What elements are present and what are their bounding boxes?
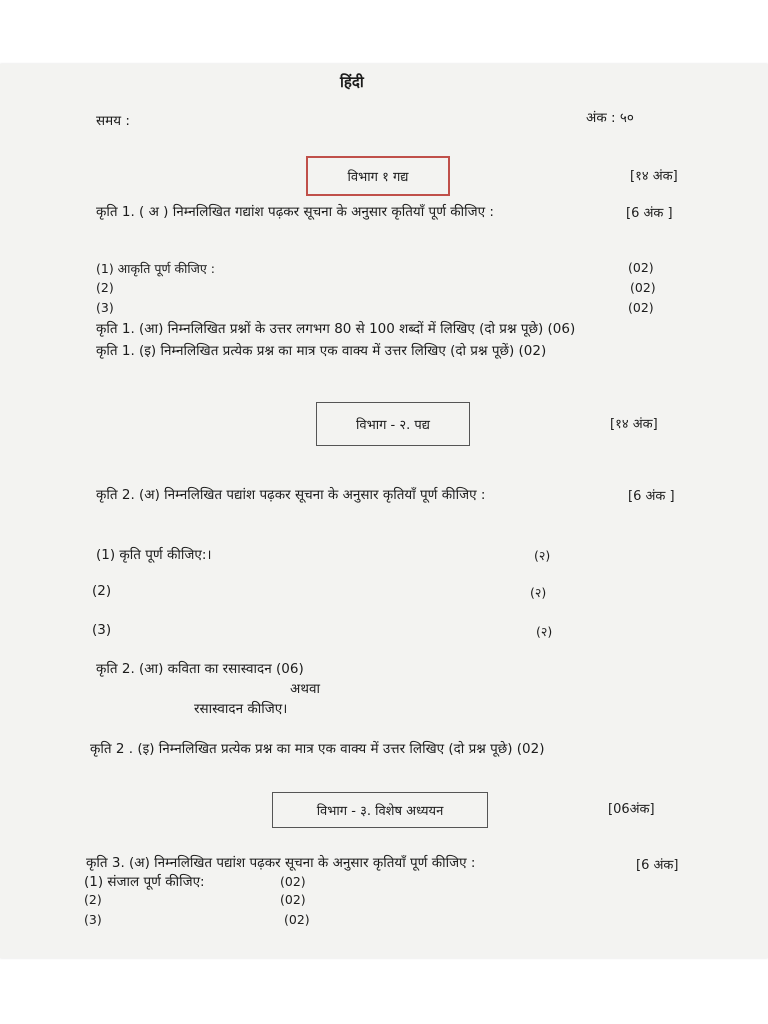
section1-marks: [१४ अंक] [630, 169, 678, 184]
q2a-marks: [6 अंक ] [628, 489, 675, 504]
s3-item-1-label: (1) संजाल पूर्ण कीजिए: [84, 874, 205, 890]
q2b-text: कृति 2. (आ) कविता का रसास्वादन (06) [96, 661, 304, 677]
s1-item-3-marks: (02) [628, 300, 654, 315]
section1-title: विभाग १ गद्य [347, 170, 409, 185]
q2b-or: अथवा [290, 681, 320, 697]
q3a-marks: [6 अंक] [636, 858, 679, 873]
q1a-text: कृति 1. ( अ ) निम्नलिखित गद्यांश पढ़कर सूचना के अनुसार कृतियाँ पूर्ण कीजिए : [96, 204, 494, 220]
s2-item-3-marks: (२) [536, 624, 553, 639]
q2c-text: कृति 2 . (इ) निम्नलिखित प्रत्येक प्रश्न का मात्र एक वाक्य में उत्तर लिखिए (दो प्रश्न पूछे) (02) [90, 741, 545, 757]
q2a-text: कृति 2. (अ) निम्नलिखित पद्यांश पढ़कर सूचना के अनुसार कृतियाँ पूर्ण कीजिए : [96, 487, 486, 503]
section2-title: विभाग - २. पद्य [356, 418, 430, 433]
s3-item-3-label: (3) [84, 912, 102, 927]
section2-marks: [१४ अंक] [610, 417, 658, 432]
section1-heading-box [306, 156, 450, 196]
s1-item-2-label: (2) [96, 280, 114, 295]
s1-item-1-label: (1) आकृति पूर्ण कीजिए : [96, 261, 215, 276]
total-marks: अंक : ५० [586, 110, 634, 126]
s2-item-2-label: (2) [92, 583, 112, 599]
s2-item-3-label: (3) [92, 622, 112, 638]
s3-item-2-label: (2) [84, 892, 102, 907]
q2b-alt: रसास्वादन कीजिए। [194, 701, 288, 717]
subject-title: हिंदी [340, 73, 364, 91]
s1-item-1-marks: (02) [628, 260, 654, 275]
section3-heading-box [272, 792, 488, 828]
section3-marks: [06अंक] [608, 802, 655, 817]
section3-title: विभाग - ३. विशेष अध्ययन [316, 804, 444, 819]
q1b-text: कृति 1. (आ) निम्नलिखित प्रश्नों के उत्तर लगभग 80 से 100 शब्दों में लिखिए (दो प्रश्न पूछे) (06) [96, 321, 576, 337]
s3-item-2-marks: (02) [280, 892, 306, 907]
section2-heading-box [316, 402, 470, 446]
s1-item-3-label: (3) [96, 300, 114, 315]
q3a-text: कृति 3. (अ) निम्नलिखित पद्यांश पढ़कर सूचना के अनुसार कृतियाँ पूर्ण कीजिए : [86, 855, 476, 871]
s2-item-1-marks: (२) [534, 548, 551, 563]
s3-item-1-marks: (02) [280, 874, 306, 889]
q1c-text: कृति 1. (इ) निम्नलिखित प्रत्येक प्रश्न का मात्र एक वाक्य में उत्तर लिखिए (दो प्रश्न पूछें) (02) [96, 343, 547, 359]
s2-item-1-label: (1) कृति पूर्ण कीजिए:। [96, 547, 212, 563]
s1-item-2-marks: (02) [630, 280, 656, 295]
s2-item-2-marks: (२) [530, 585, 547, 600]
s3-item-3-marks: (02) [284, 912, 310, 927]
time-label: समय : [96, 113, 130, 129]
q1a-marks: [6 अंक ] [626, 206, 673, 221]
